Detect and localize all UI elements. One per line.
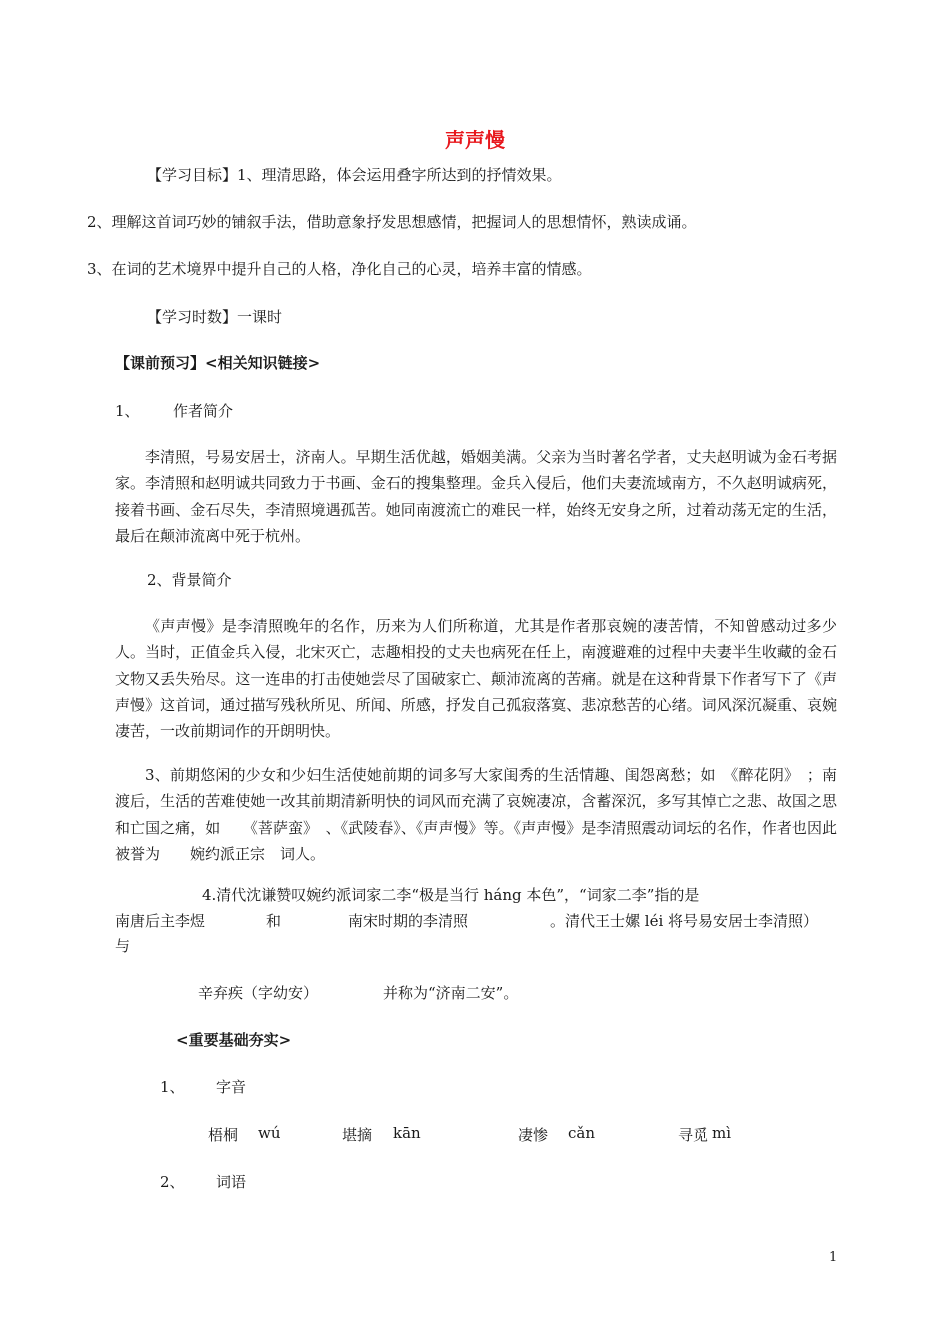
item-4-line-1: 4.清代沈谦赞叹婉约派词家二李“极是当行 háng 本色”，“词家二李”指的是 [202,886,700,904]
pron-word: 凄惨 [518,1126,549,1144]
objective-line-3: 3、在词的艺术境界中提升自己的人格，净化自己的心灵，培养丰富的情感。 [87,260,592,278]
section-number: 1、 [160,1078,185,1096]
item-4-line-3-tail: 并称为“济南二安”。 [383,984,519,1002]
preview-heading: 【课前预习】<相关知识链接> [115,354,321,372]
section-title: 字音 [216,1078,247,1096]
answer-xin-qiji: 辛弃疾（字幼安） [198,984,319,1002]
section-number: 1、 [115,402,140,420]
pron-word: 堪摘 [342,1126,373,1144]
section-title: 作者简介 [173,402,234,420]
background-text: 《声声慢》是李清照晚年的名作，历来为人们所称道，尤其是作者那哀婉的凄苦情，不知曾感动过多少人。当时，正值金兵入侵，北宋灭亡，志趣相投的丈夫也病死在任上，南渡避难的过程中夫妻半生收藏的金石文物又丢失殆尽。这一连串的打击使她尝尽了国破家亡、颠沛流离的苦痛。就是在这种背景下作者写下了《声声慢》这首词，通过描写残秋所见、所闻、所感，抒发自己孤寂落寞、悲凉愁苦的心绪。词风深沉凝重、哀婉凄苦，一改前期词作的开朗明快。 [115,617,837,741]
section-number: 2、 [160,1173,185,1191]
conjunction: 和 [266,912,282,930]
item-4-line-2-tail: 。清代王士嫘 léi 将号易安居士李清照） [550,912,819,930]
pron-word: 寻觅 [678,1126,709,1144]
page-title: 声声慢 [445,128,505,152]
basics-heading: <重要基础夯实> [176,1031,292,1049]
pron-pinyin: mì [712,1124,732,1142]
item-4-yu: 与 [115,937,131,955]
pron-pinyin: wú [258,1124,281,1142]
section-title: 词语 [216,1173,247,1191]
objective-line-2: 2、理解这首词巧妙的铺叙手法，借助意象抒发思想感情，把握词人的思想情怀，熟读成诵。 [87,213,697,231]
pron-pinyin: kān [393,1124,421,1142]
objective-line-1: 【学习目标】1、理清思路，体会运用叠字所达到的抒情效果。 [147,166,562,184]
pron-word: 梧桐 [208,1126,239,1144]
page-number: 1 [829,1250,838,1265]
pron-pinyin: cǎn [568,1124,596,1142]
item-3-text: 3、前期悠闲的少女和少妇生活使她前期的词多写大家闺秀的生活情趣、闺怨离愁；如 《醉花阴》 ；南渡后，生活的苦难使她一改其前期清新明快的词风而充满了哀婉凄凉，含蓄深沉，多写其悼亡之悲、故国之思和亡国之痛，如 《菩萨蛮》 、《武陵春》、《声声慢》等。《声声慢》是李清照震动词坛的名作，作者也因此被誉为 婉约派正宗 词人。 [115,766,837,863]
study-hours: 【学习时数】一课时 [147,308,283,326]
answer-li-qingzhao: 南宋时期的李清照 [348,912,469,930]
background-heading: 2、背景简介 [147,571,232,589]
author-intro-text: 李清照，号易安居士，济南人。早期生活优越，婚姻美满。父亲为当时著名学者，丈夫赵明诚为金石考据家。李清照和赵明诚共同致力于书画、金石的搜集整理。金兵入侵后，他们夫妻流域南方，不久赵明诚病死，接着书画、金石尽失，李清照境遇孤苦。她同南渡流亡的难民一样，始终无安身之所，过着动荡无定的生活，最后在颠沛流离中死于杭州。 [115,448,837,545]
answer-li-yu: 南唐后主李煜 [115,912,206,930]
